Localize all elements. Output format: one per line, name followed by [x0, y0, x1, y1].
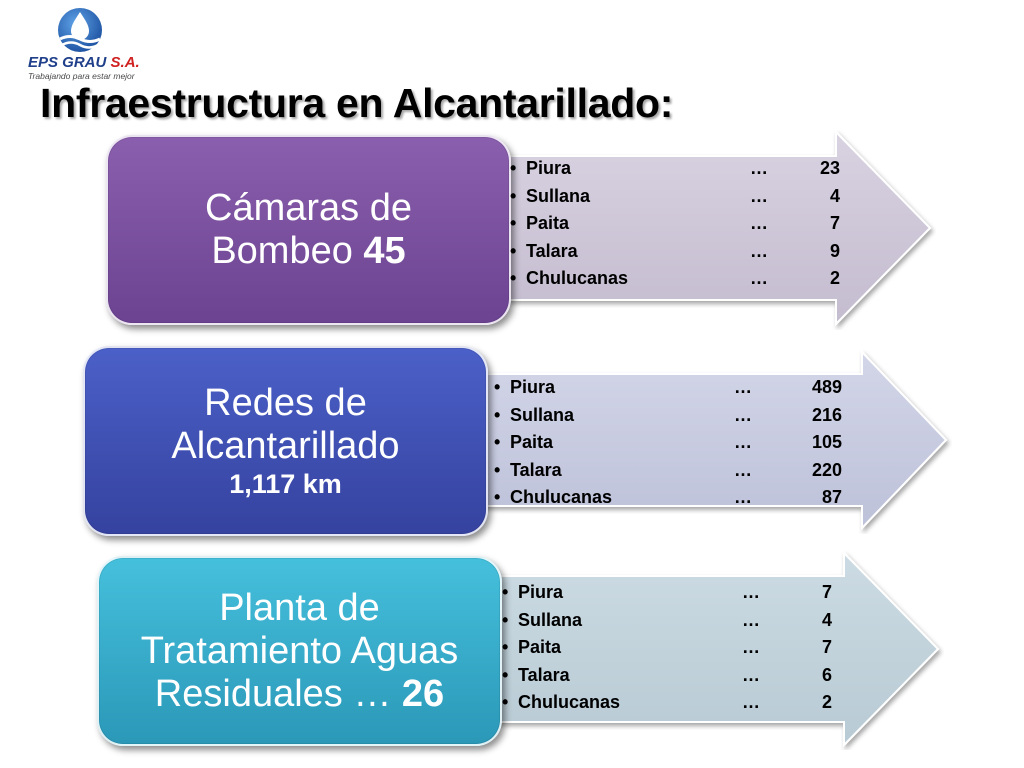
box-title-text: Bombeo — [211, 230, 364, 272]
bullet-icon: • — [494, 432, 501, 452]
box-title-line: Tratamiento Aguas — [140, 629, 459, 672]
bullet-icon: • — [494, 459, 501, 480]
bullet-icon: • — [510, 213, 517, 233]
list-item — [502, 610, 842, 638]
list-item — [494, 405, 854, 433]
city-value: 7 — [821, 582, 832, 602]
city-name: Paita — [526, 213, 570, 233]
ellipsis: … — [742, 609, 760, 630]
box-title-line: Alcantarillado — [171, 425, 400, 467]
list-item — [502, 692, 842, 720]
bullet-icon: • — [494, 487, 501, 507]
ellipsis: … — [750, 185, 768, 206]
ellipsis: … — [742, 582, 760, 602]
box-total-value: 26 — [401, 672, 445, 715]
city-value: 4 — [821, 609, 832, 630]
city-list — [502, 582, 842, 720]
box-title-line: Redes de — [204, 382, 367, 424]
list-item — [510, 158, 850, 186]
box-title-last-line — [155, 673, 444, 716]
city-value: 7 — [821, 637, 832, 657]
city-name: Talara — [518, 664, 570, 685]
city-list — [510, 158, 850, 296]
ellipsis: … — [750, 158, 768, 178]
box-total-value: 1,117 km — [229, 469, 342, 499]
ellipsis: … — [750, 268, 768, 288]
city-name: Sullana — [510, 404, 575, 425]
water-drop-logo-icon — [52, 6, 108, 54]
ellipsis: … — [734, 487, 752, 507]
list-item — [494, 487, 854, 515]
city-name: Chulucanas — [510, 487, 613, 507]
city-value: 216 — [811, 404, 842, 425]
box-title-line: Cámaras de — [205, 187, 412, 229]
bullet-icon: • — [502, 637, 509, 657]
city-name: Talara — [510, 459, 562, 480]
bullet-icon: • — [502, 664, 509, 685]
box-title-last-line — [211, 230, 405, 273]
bullet-icon: • — [510, 185, 517, 206]
city-name: Paita — [510, 432, 554, 452]
list-item — [510, 186, 850, 214]
city-name: Piura — [526, 158, 572, 178]
city-value: 6 — [821, 664, 832, 685]
city-name: Sullana — [526, 185, 591, 206]
category-box — [83, 346, 488, 536]
list-item — [494, 377, 854, 405]
city-value: 87 — [821, 487, 842, 507]
bullet-icon: • — [494, 377, 501, 397]
city-name: Piura — [510, 377, 556, 397]
ellipsis: … — [734, 432, 752, 452]
logo-suffix: S.A. — [110, 54, 140, 71]
list-item — [502, 582, 842, 610]
page-title: Infraestructura en Alcantarillado: — [40, 80, 674, 126]
logo-company: EPS GRAU — [28, 54, 107, 71]
list-item — [494, 460, 854, 488]
city-name: Chulucanas — [526, 268, 629, 288]
city-name: Piura — [518, 582, 564, 602]
city-value: 220 — [811, 459, 842, 480]
list-item — [494, 432, 854, 460]
box-title-text: Residuales … — [154, 672, 402, 715]
ellipsis: … — [750, 240, 768, 261]
bullet-icon: • — [510, 158, 517, 178]
list-item — [510, 268, 850, 296]
city-value: 4 — [829, 185, 840, 206]
list-item — [502, 665, 842, 693]
city-value: 7 — [829, 213, 840, 233]
ellipsis: … — [742, 692, 760, 712]
city-name: Paita — [518, 637, 562, 657]
city-name: Talara — [526, 240, 578, 261]
logo-company-name — [28, 54, 140, 71]
box-total-value: 45 — [363, 230, 406, 272]
bullet-icon: • — [502, 582, 509, 602]
logo-tagline: Trabajando para estar mejor — [28, 71, 135, 81]
city-value: 9 — [829, 240, 840, 261]
ellipsis: … — [742, 664, 760, 685]
city-name: Chulucanas — [518, 692, 621, 712]
ellipsis: … — [742, 637, 760, 657]
list-item — [502, 637, 842, 665]
city-value: 105 — [811, 432, 842, 452]
ellipsis: … — [734, 404, 752, 425]
bullet-icon: • — [502, 692, 509, 712]
city-value: 23 — [819, 158, 840, 178]
city-value: 2 — [829, 268, 840, 288]
bullet-icon: • — [502, 609, 509, 630]
category-box — [97, 556, 502, 746]
list-item — [510, 241, 850, 269]
ellipsis: … — [750, 213, 768, 233]
bullet-icon: • — [510, 240, 517, 261]
city-value: 489 — [811, 377, 842, 397]
ellipsis: … — [734, 459, 752, 480]
bullet-icon: • — [494, 404, 501, 425]
list-item — [510, 213, 850, 241]
city-value: 2 — [821, 692, 832, 712]
box-title-line: Planta de — [219, 586, 380, 629]
ellipsis: … — [734, 377, 752, 397]
company-logo — [22, 6, 142, 82]
city-name: Sullana — [518, 609, 583, 630]
category-box — [106, 135, 511, 325]
bullet-icon: • — [510, 268, 517, 288]
city-list — [494, 377, 854, 515]
